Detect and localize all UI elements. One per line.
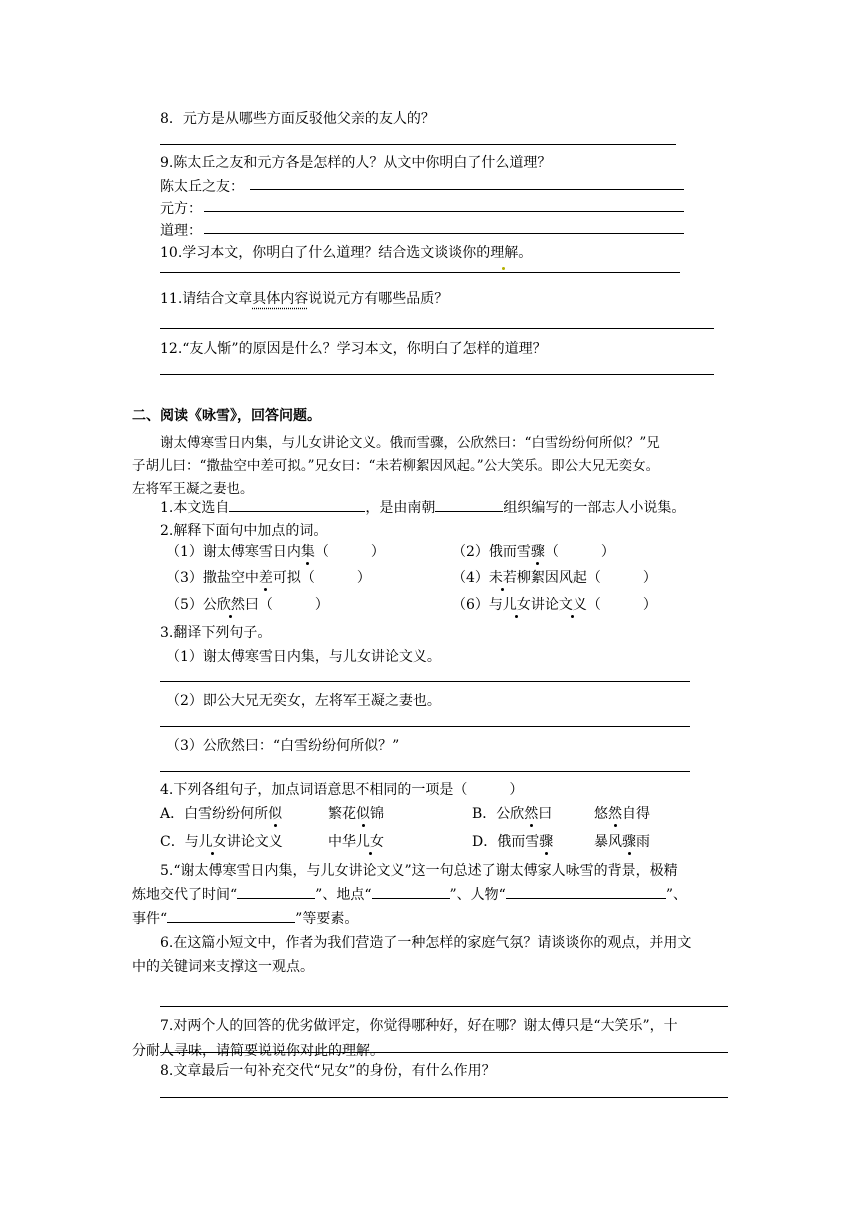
answer-line[interactable] <box>250 189 684 190</box>
section-heading: 二、阅读《咏雪》，回答问题。 <box>132 408 321 424</box>
text: 可拟 <box>272 570 301 586</box>
answer-line[interactable] <box>160 1097 728 1098</box>
answer-line[interactable] <box>204 211 684 212</box>
answer-line[interactable] <box>160 1006 728 1007</box>
question-9: 9.陈太丘之友和元方各是怎样的人？从文中你明白了什么道理？ <box>160 155 552 171</box>
question-2-6-line2: 中的关键词来支撑这一观点。 <box>132 959 314 975</box>
text: （1）谢太傅寒雪日内 <box>166 544 301 560</box>
question-2-8: 8.文章最后一句补充交代“兄女”的身份，有什么作用？ <box>160 1063 496 1079</box>
question-2-3: 3.翻译下列句子。 <box>160 625 272 641</box>
dotted-word: 然 <box>608 806 622 822</box>
answer-line[interactable] <box>160 272 680 273</box>
text: 自得 <box>622 806 650 822</box>
passage-line: 谢太傅寒雪日内集，与儿女讲论文义。俄而雪骤，公欣然曰：“白雪纷纷何所似？”兄 <box>160 435 660 451</box>
dotted-word: 骤 <box>539 834 554 850</box>
question-12: 12.“友人惭”的原因是什么？学习本文，你明白了怎样的道理？ <box>160 341 547 357</box>
translate-item: （1）谢太傅寒雪日内集，与儿女讲论文义。 <box>166 649 441 665</box>
fill-blank[interactable] <box>372 884 450 899</box>
question-2-1 <box>160 497 685 517</box>
question-2-5-line3 <box>132 908 358 928</box>
answer-paren[interactable]: （ ） <box>586 570 657 586</box>
fill-blank[interactable] <box>435 497 503 512</box>
question-9-yuanfang-label: 元方： <box>160 201 202 217</box>
dotted-word: 文义 <box>558 597 587 613</box>
text: D．俄而雪 <box>472 834 540 850</box>
question-8: 8．元方是从哪些方面反驳他父亲的友人的？ <box>160 111 435 127</box>
text: （3）撒盐空中 <box>166 570 259 586</box>
question-2-5-line2 <box>132 884 687 904</box>
text: 暴风 <box>594 834 622 850</box>
translate-item: （3）公欣然曰：“白雪纷纷何所似？” <box>166 738 400 754</box>
question-10: 10.学习本文，你明白了什么道理？结合选文谈谈你的理解。 <box>160 245 533 261</box>
option-b-compare <box>594 803 650 823</box>
question-2-7-line2: 分耐人寻味，请简要说说你对此的理解。 <box>132 1043 384 1059</box>
dotted-word: 未若 <box>488 570 517 586</box>
text: 柳絮因风起 <box>516 570 587 586</box>
text: 1.本文选自 <box>160 500 230 516</box>
dotted-word: 然 <box>524 806 539 822</box>
fill-blank[interactable] <box>229 497 365 512</box>
passage-line: 左将军王凝之妻也。 <box>132 481 254 497</box>
text: 组织编写的一部志人小说集。 <box>503 500 686 516</box>
dotted-word: 儿女 <box>356 834 384 850</box>
text: B．公欣 <box>472 806 525 822</box>
answer-paren[interactable]: （ ） <box>586 597 657 613</box>
question-2-2: 2.解释下面句中加点的词。 <box>160 523 328 539</box>
text: 中华 <box>328 834 356 850</box>
question-9-friend-label: 陈太丘之友： <box>160 179 244 195</box>
option-a-compare <box>328 803 384 823</box>
question-11-emphasis: 具体内容 <box>252 291 309 307</box>
text: ，是由南朝 <box>365 500 436 516</box>
answer-paren[interactable]: （ ） <box>314 544 385 560</box>
dotted-word: 似 <box>356 806 370 822</box>
q2-item <box>166 594 329 614</box>
question-11-part: 11.请结合文章 <box>160 291 253 307</box>
answer-line[interactable] <box>160 1052 728 1053</box>
text: 事件“ <box>132 911 168 927</box>
text: ”、 <box>665 887 687 903</box>
text: 繁花 <box>328 806 356 822</box>
option-d-compare <box>594 831 650 851</box>
answer-line[interactable] <box>160 726 690 727</box>
text: （6）与 <box>452 597 503 613</box>
translate-item: （2）即公大兄无奕女，左将军王凝之妻也。 <box>166 693 441 709</box>
answer-paren[interactable]: （ ） <box>300 570 371 586</box>
passage-line: 子胡儿曰：“撒盐空中差可拟。”兄女曰：“未若柳絮因风起。”公大笑乐。即公大兄无奕女。 <box>132 458 660 474</box>
answer-line[interactable] <box>160 771 690 772</box>
text: 曰 <box>244 597 259 613</box>
text: （5）公 <box>166 597 217 613</box>
option-a[interactable] <box>160 803 282 823</box>
question-9-reason-label: 道理： <box>160 223 202 239</box>
dotted-word: 集 <box>300 544 315 560</box>
option-c-compare <box>328 831 384 851</box>
question-11-part: 说说元方有哪些品质？ <box>308 291 449 307</box>
dotted-word: 骤 <box>622 834 636 850</box>
dotted-word: 儿女 <box>502 597 531 613</box>
answer-line[interactable] <box>160 374 714 375</box>
text: 悠 <box>594 806 608 822</box>
dotted-word: 骤 <box>530 544 545 560</box>
dotted-word: 欣然 <box>216 597 245 613</box>
option-c[interactable] <box>160 831 283 851</box>
question-2-4: 4.下列各组句子，加点词语意思不相同的一项是（ ） <box>160 782 524 798</box>
q2-item <box>166 567 371 587</box>
stray-mark <box>502 267 505 270</box>
text: 锦 <box>370 806 384 822</box>
fill-blank[interactable] <box>506 884 666 899</box>
text: 讲论文义 <box>226 834 283 850</box>
option-b[interactable] <box>472 803 552 823</box>
q2-item <box>452 567 657 587</box>
fill-blank[interactable] <box>237 884 315 899</box>
text: 讲论 <box>530 597 559 613</box>
text: （2）俄而雪 <box>452 544 531 560</box>
fill-blank[interactable] <box>167 908 295 923</box>
text: ”、人物“ <box>449 887 506 903</box>
question-2-6: 6.在这篇小短文中，作者为我们营造了一种怎样的家庭气氛？请谈谈你的观点，并用文 <box>160 935 692 951</box>
q2-item <box>452 541 615 561</box>
text: 雨 <box>636 834 650 850</box>
question-2-5: 5.“谢太傅寒雪日内集，与儿女讲论文义”这一句总述了谢太傅家人咏雪的背景，极精 <box>160 863 678 879</box>
dotted-word: 差 <box>258 570 273 586</box>
text: A．白雪纷纷何所 <box>160 806 269 822</box>
answer-paren[interactable]: （ ） <box>544 544 615 560</box>
answer-line[interactable] <box>160 328 714 329</box>
answer-line[interactable] <box>160 144 676 145</box>
answer-line[interactable] <box>204 233 684 234</box>
q2-item <box>452 594 657 614</box>
dotted-word: 儿女 <box>198 834 227 850</box>
answer-paren[interactable]: （ ） <box>258 597 329 613</box>
option-d[interactable] <box>472 831 553 851</box>
answer-line[interactable] <box>160 681 690 682</box>
q2-item <box>166 541 385 561</box>
text: 炼地交代了时间“ <box>132 887 238 903</box>
dotted-word: 似 <box>268 806 283 822</box>
text: ”等要素。 <box>295 911 359 927</box>
text: （4） <box>452 570 489 586</box>
text: ”、地点“ <box>315 887 372 903</box>
question-11 <box>160 288 448 308</box>
question-2-7: 7.对两个人的回答的优劣做评定，你觉得哪种好，好在哪？谢太傅只是“大笑乐”，十 <box>160 1018 678 1034</box>
text: 曰 <box>538 806 553 822</box>
text: C．与 <box>160 834 199 850</box>
